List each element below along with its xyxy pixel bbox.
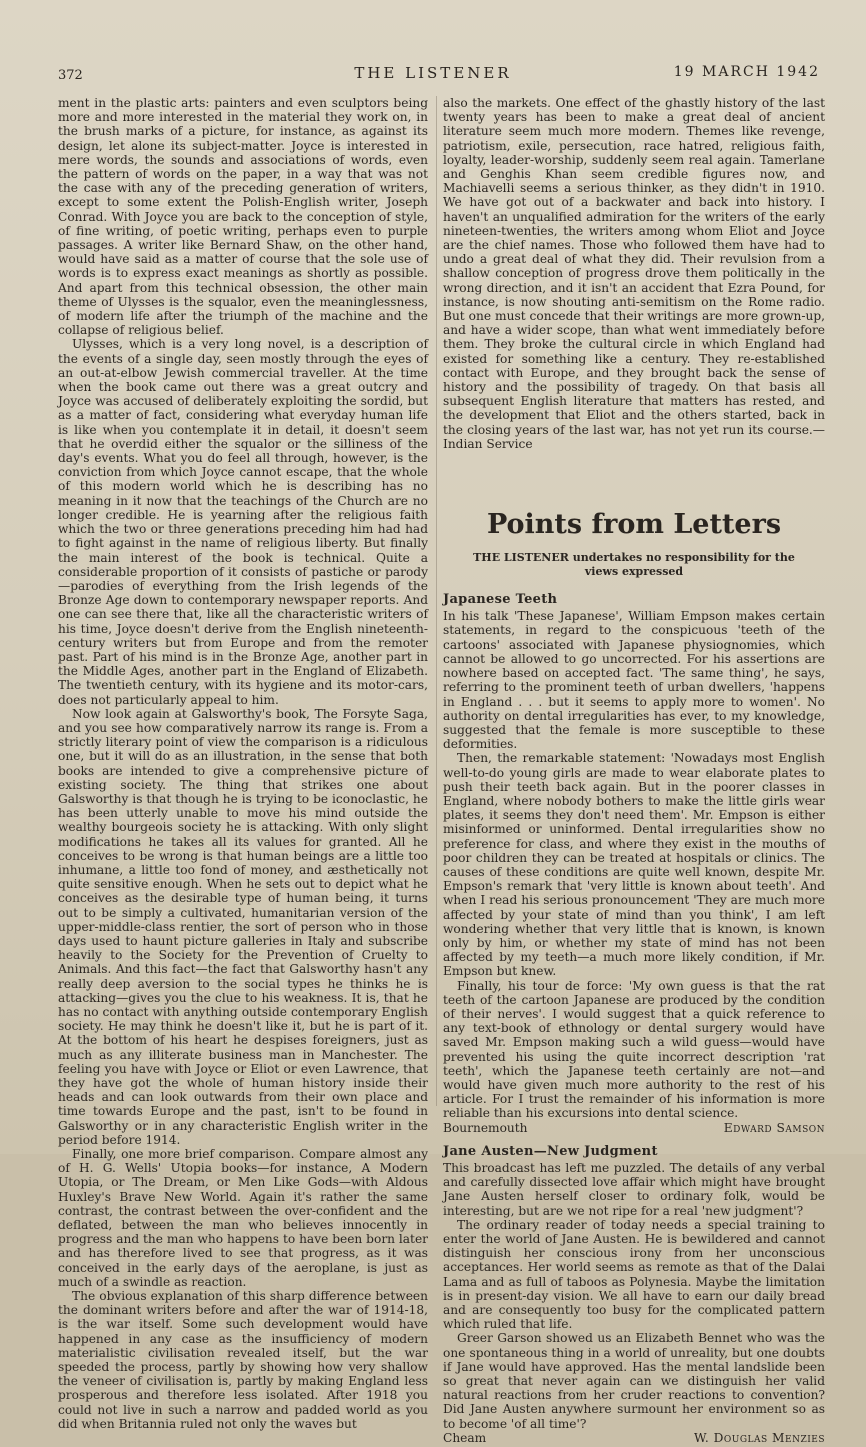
letter-signature bbox=[443, 1431, 825, 1445]
left-column bbox=[58, 96, 428, 1431]
section-heading: Points from Letters bbox=[486, 509, 782, 541]
letter-signature bbox=[443, 1121, 825, 1135]
letter-paragraph: The ordinary reader of today needs a special training to enter the world of Jane Austen. He is bewildered and cannot distinguish her conscious irony from her unconscious acceptances. Her world seems as remote as that of the Dalai Lama and as full of taboos as Polynesia. Maybe the limitation is in present-day vision. We all have to earn our daily bread and are consequently too busy for the complicated pattern which ruled that life. bbox=[443, 1217, 825, 1332]
letter-jane-austen bbox=[443, 1145, 825, 1445]
page-number: 372 bbox=[58, 68, 83, 83]
issue-date: 19 MARCH 1942 bbox=[673, 64, 820, 80]
letter-paragraph: This broadcast has left me puzzled. The details of any verbal and carefully dissected love affair which might have brought Jane Austen herself closer to ordinary folk, would be interesting, but are we not ripe for a real 'new judgment'? bbox=[443, 1161, 825, 1218]
section-disclaimer: THE LISTENER undertakes no responsibility for the views expressed bbox=[473, 551, 795, 579]
page-header bbox=[0, 64, 866, 86]
letter-author: W. Douglas Menzies bbox=[693, 1430, 825, 1445]
masthead-title: THE LISTENER bbox=[354, 64, 512, 82]
letter-title: Japanese Teeth bbox=[443, 592, 558, 608]
article-paragraph: The obvious explanation of this sharp difference between the dominant writers before and after the war of 1914-18, is the war itself. Some such development would have happened in any case as the insufficiency of modern materialistic civilisation revealed itself, but the war speeded the process, partly by showing how very shallow the veneer of civilisation is, partly by making England less prosperous and therefore less isolated. After 1918 you could not live in such a narrow and padded world as you did when Britannia ruled not only the waves but bbox=[58, 1289, 428, 1431]
right-column bbox=[443, 96, 825, 1447]
article-paragraph: Now look again at Galsworthy's book, The Forsyte Saga, and you see how comparatively narrow its range is. From a strictly literary point of view the comparison is a ridiculous one, but it will do as an illustration, in the sense that both books are intended to give a comprehensive picture of existing society. The thing that strikes one about Galsworthy is that though he is trying to be iconoclastic, he has been utterly unable to move his mind outside the wealthy bourgeois society he is attacking. With only slight modifications he takes all its values for granted. All he conceives to be wrong is that human beings are a little too inhumane, a little too fond of money, and æsthetically not quite sensitive enough. When he sets out to depict what he conceives as the desirable type of human being, it turns out to be simply a cultivated, humanitarian version of the upper-middle-class rentier, the sort of person who in those days used to haunt picture galleries in Italy and subscribe heavily to the Society for the Prevention of Cruelty to Animals. And this fact—the fact that Galsworthy hasn't any really deep aversion to the social types he thinks he is attacking—gives you the clue to his weakness. It is, that he has no contact with anything outside contemporary English society. He may think he doesn't like it, but he is part of it. At the bottom of his heart he despises foreigners, just as much as any illiterate business man in Manchester. The feeling you have with Joyce or Eliot or even Lawrence, that they have got the whole of human history inside their heads and can look outwards from their own place and time towards Europe and the past, isn't to be found in Galsworthy or in any characteristic English writer in the period before 1914. bbox=[58, 706, 428, 1147]
letter-japanese-teeth bbox=[443, 593, 825, 1135]
letter-paragraph: Then, the remarkable statement: 'Nowadays most English well-to-do young girls are made to wear elaborate plates to push their teeth back again. But in the poorer classes in England, where nobody bothers to make the little girls wear plates, it seems they don't need them'. Mr. Empson is either misinformed or uninformed. Dental irregularities show no preference for class, and where they exist in the mouths of poor children they can be treated at hospitals or clinics. The causes of these conditions are quite well known, despite Mr. Empson's remark that 'very little is known about teeth'. And when I read his serious pronouncement 'They are much more affected by your state of mind than you think', I am left wondering whether that very little that is known, is known only by him, or whether my state of mind has not been affected by my teeth—a much more likely condition, if Mr. Empson but knew. bbox=[443, 751, 825, 979]
article-continuation: also the markets. One effect of the ghastly history of the last twenty years has been to make a great deal of ancient literature seem much more modern. Themes like revenge, patriotism, exile, persecution, race hatred, religious faith, loyalty, leader-worship, suddenly seem real again. Tamerlane and Genghis Khan seem credible figures now, and Machiavelli seems a serious thinker, as they didn't in 1910. We have got out of a backwater and back into history. I haven't an unqualified admiration for the writers of the early nineteen-twenties, the writers among whom Eliot and Joyce are the chief names. Those who followed them have had to undo a great deal of what they did. Their revulsion from a shallow conception of progress drove them politically in the wrong direction, and it isn't an accident that Ezra Pound, for instance, is now shouting anti-semitism on the Rome radio. But one must concede that their writings are more grown-up, and have a wider scope, than what went immediately before them. They broke the cultural circle in which England had existed for something like a century. They re-established contact with Europe, and they brought back the sense of history and the possibility of tragedy. On that basis all subsequent English literature that matters has rested, and the development that Eliot and the others started, back in the closing years of the last war, has not yet run its course.—Indian Service bbox=[443, 96, 825, 451]
letter-author: Edward Samson bbox=[723, 1120, 825, 1135]
letter-place: Bournemouth bbox=[443, 1120, 528, 1135]
letter-paragraph: Greer Garson showed us an Elizabeth Bennet who was the one spontaneous thing in a world of unreality, but one doubts if Jane would have approved. Has the mental landslide been so great that never again can we distinguish her valid natural reactions from her cruder reactions to convention? Did Jane Austen anywhere surmount her environment so as to become 'of all time'? bbox=[443, 1331, 825, 1431]
article-paragraph: Finally, one more brief comparison. Compare almost any of H. G. Wells' Utopia books—for instance, A Modern Utopia, or The Dream, or Men Like Gods—with Aldous Huxley's Brave New World. Again it's rather the same contrast, the contrast between the over-confident and the deflated, between the man who believes innocently in progress and the man who happens to have been born later and has therefore lived to see that progress, as it was conceived in the early days of the aeroplane, is just as much of a swindle as reaction. bbox=[58, 1147, 428, 1289]
article-paragraph: Ulysses, which is a very long novel, is a description of the events of a single day, seen mostly through the eyes of an out-at-elbow Jewish commercial traveller. At the time when the book came out there was a great outcry and Joyce was accused of deliberately exploiting the sordid, but as a matter of fact, considering what everyday human life is like when you contemplate it in detail, it doesn't seem that he overdid either the squalor or the silliness of the day's events. What you do feel all through, however, is the conviction from which Joyce cannot escape, that the whole of this modern world which he is describing has no meaning in it now that the teachings of the Church are no longer credible. He is yearning after the religious faith which the two or three generations preceding him had had to fight against in the name of religious liberty. But finally the main interest of the book is technical. Quite a considerable proportion of it consists of pastiche or parody—parodies of everything from the Irish legends of the Bronze Age down to contemporary newspaper reports. And one can see there that, like all the characteristic writers of his time, Joyce doesn't derive from the English nineteenth-century writers but from Europe and from the remoter past. Part of his mind is in the Bronze Age, another part in the Middle Ages, another part in the England of Elizabeth. The twentieth century, with its hygiene and its motor-cars, does not particularly appeal to him. bbox=[58, 337, 428, 707]
letter-title: Jane Austen—New Judgment bbox=[443, 1143, 658, 1159]
letter-paragraph: Finally, his tour de force: 'My own guess is that the rat teeth of the cartoon Japanese are produced by the condition of their nerves'. I would suggest that a quick reference to any text-book of ethnology or dental surgery would have saved Mr. Empson making such a wild guess—would have prevented his using the quite incorrect description 'rat teeth', which the Japanese teeth certainly are not—and would have given much more authority to the rest of his article. For I trust the remainder of his information is more reliable than his excursions into dental science. bbox=[443, 978, 825, 1121]
column-divider bbox=[436, 96, 437, 1106]
letter-paragraph: In his talk 'These Japanese', William Empson makes certain statements, in regard to the conspicuous 'teeth of the cartoons' associated with Japanese physiognomies, which cannot be allowed to go uncorrected. For his assertions are nowhere based on accepted fact. 'The same thing', he says, referring to the prominent teeth of urban dwellers, 'happens in England . . . but it seems to apply more to women'. No authority on dental irregularities has ever, to my knowledge, suggested that the female is more susceptible to these deformities. bbox=[443, 609, 825, 752]
letter-place: Cheam bbox=[443, 1430, 487, 1445]
article-paragraph: ment in the plastic arts: painters and even sculptors being more and more interested in the material they work on, in the brush marks of a picture, for instance, as against its design, let alone its subject-matter. Joyce is interested in mere words, the sounds and associations of words, even the pattern of words on the paper, in a way that was not the case with any of the preceding generation of writers, except to some extent the Polish-English writer, Joseph Conrad. With Joyce you are back to the conception of style, of fine writing, of poetic writing, perhaps even to purple passages. A writer like Bernard Shaw, on the other hand, would have said as a matter of course that the sole use of words is to express exact meanings as shortly as possible. And apart from this technical obsession, the other main theme of Ulysses is the squalor, even the meaninglessness, of modern life after the triumph of the machine and the collapse of religious belief. bbox=[58, 96, 428, 338]
